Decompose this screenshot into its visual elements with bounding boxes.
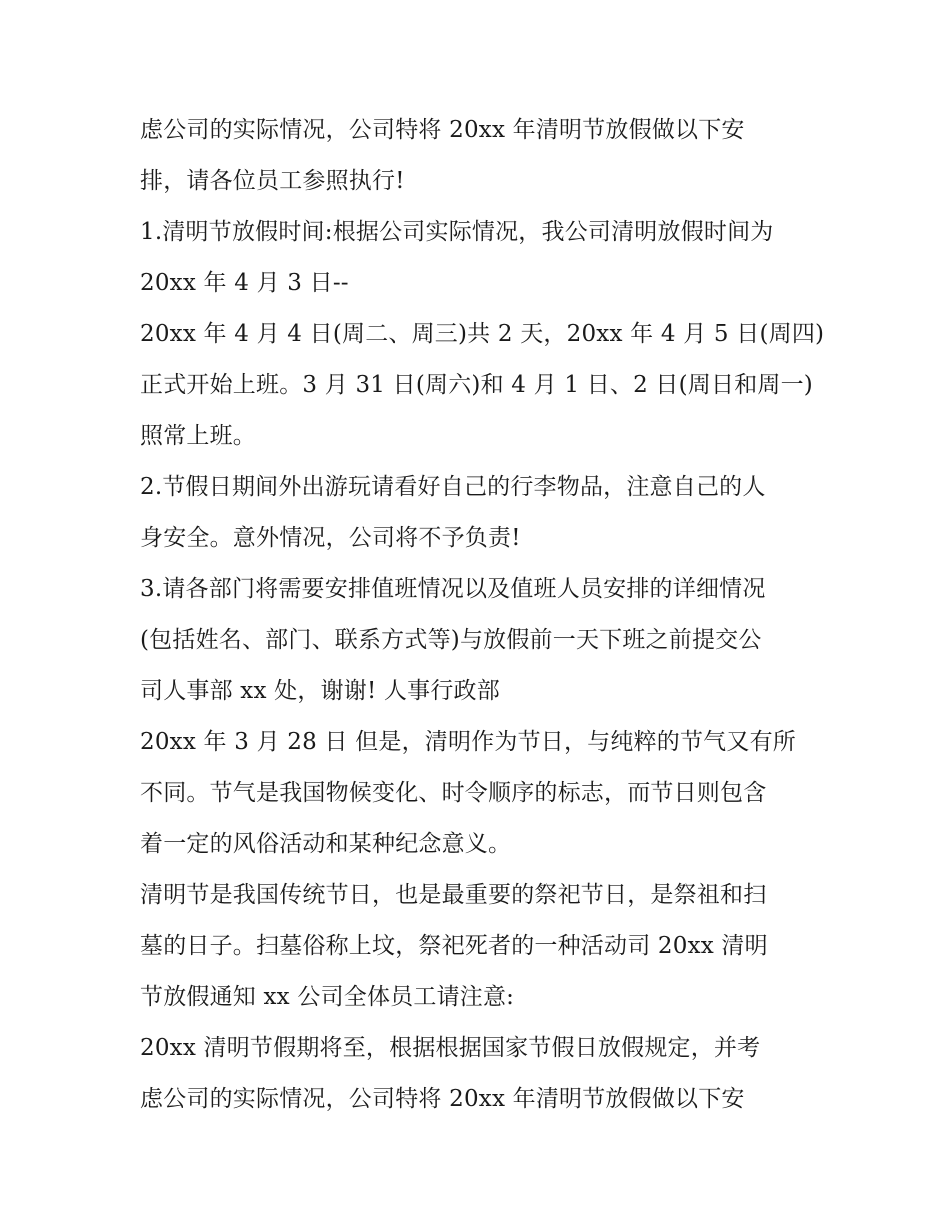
text-line: 20xx 年 3 月 28 日 但是，清明作为节日，与纯粹的节气又有所 bbox=[140, 729, 796, 755]
text-line: 1.清明节放假时间:根据公司实际情况，我公司清明放假时间为 bbox=[140, 219, 774, 245]
text-line: 节放假通知 xx 公司全体员工请注意: bbox=[140, 984, 515, 1010]
text-line: 20xx 清明节假期将至，根据根据国家节假日放假规定，并考 bbox=[140, 1035, 761, 1061]
text-line: 排，请各位员工参照执行! bbox=[140, 168, 405, 194]
text-line: 司人事部 xx 处，谢谢! 人事行政部 bbox=[140, 678, 500, 704]
text-line: 虑公司的实际情况，公司特将 20xx 年清明节放假做以下安 bbox=[140, 117, 745, 143]
text-line: 20xx 年 4 月 4 日(周二、周三)共 2 天，20xx 年 4 月 5 日(周四) bbox=[140, 321, 825, 347]
text-line: 照常上班。 bbox=[140, 423, 256, 449]
text-line: 20xx 年 4 月 3 日-- bbox=[140, 270, 349, 296]
text-line: 着一定的风俗活动和某种纪念意义。 bbox=[140, 831, 512, 857]
text-line: 3.请各部门将需要安排值班情况以及值班人员安排的详细情况 bbox=[140, 576, 766, 602]
text-line: 虑公司的实际情况，公司特将 20xx 年清明节放假做以下安 bbox=[140, 1086, 745, 1112]
text-line: 2.节假日期间外出游玩请看好自己的行李物品，注意自己的人 bbox=[140, 474, 766, 500]
text-line: 不同。节气是我国物候变化、时令顺序的标志，而节日则包含 bbox=[140, 780, 767, 806]
text-line: (包括姓名、部门、联系方式等)与放假前一天下班之前提交公 bbox=[140, 627, 762, 653]
body-text bbox=[140, 105, 825, 1125]
text-line: 正式开始上班。3 月 31 日(周六)和 4 月 1 日、2 日(周日和周一) bbox=[140, 372, 813, 398]
text-line: 清明节是我国传统节日，也是最重要的祭祀节日，是祭祖和扫 bbox=[140, 882, 767, 908]
text-line: 墓的日子。扫墓俗称上坟，祭祀死者的一种活动司 20xx 清明 bbox=[140, 933, 768, 959]
text-line: 身安全。意外情况，公司将不予负责! bbox=[140, 525, 521, 551]
